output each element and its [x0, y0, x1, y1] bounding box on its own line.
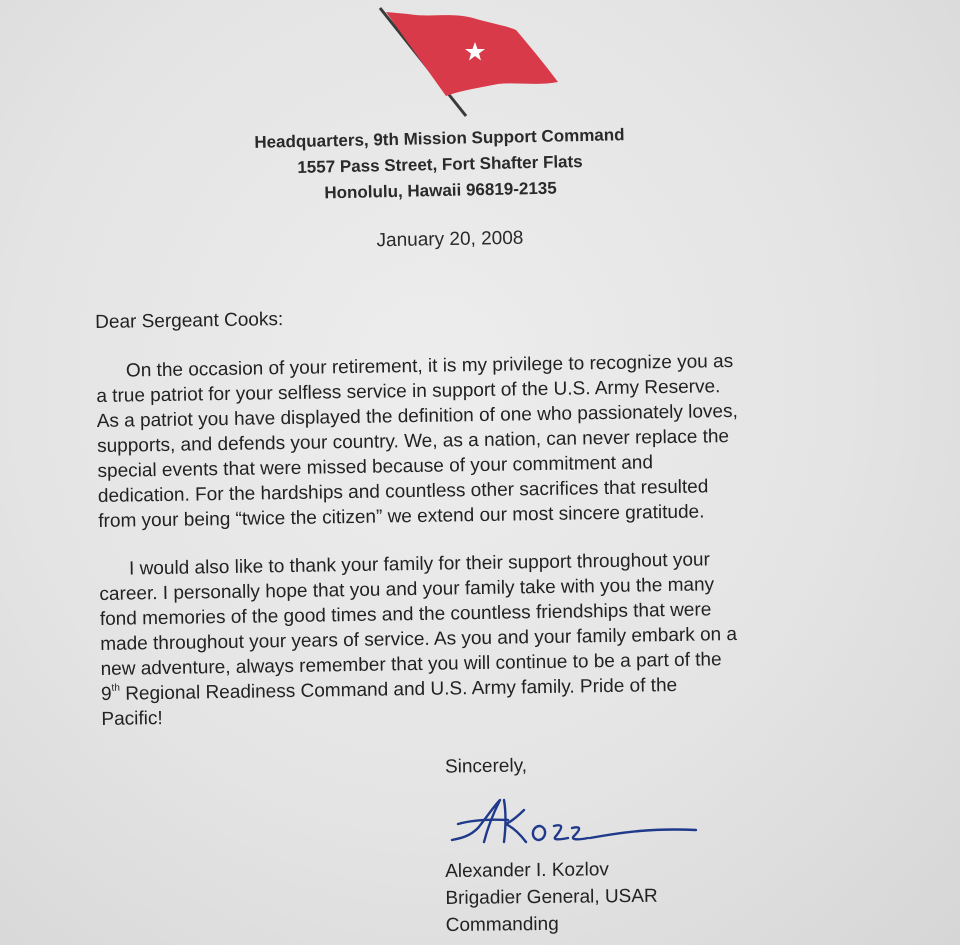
ordinal-number: 9 [100, 683, 112, 705]
paragraph-line: career. I personally hope that you and your family take with you the many [99, 574, 715, 605]
paragraph-line: supports, and defends your country. We, as a nation, can never replace the [96, 426, 730, 457]
paragraph-line: a true patriot for your selfless service in support of the U.S. Army Reserve. [96, 376, 721, 407]
signer-rank: Brigadier General, USAR [445, 885, 658, 909]
general-officer-star-flag-icon [378, 4, 568, 119]
paragraph-line: from your being “twice the citizen” we extend our most sincere gratitude. [98, 501, 705, 532]
ordinal-suffix: th [111, 682, 120, 694]
ordinal-rest: Regional Readiness Command and U.S. Army family. Pride of the [119, 674, 678, 705]
handwritten-signature [448, 792, 708, 862]
letterhead-street: 1557 Pass Street, Fort Shafter Flats [297, 152, 583, 177]
paragraph-2 [99, 545, 862, 732]
letterhead-organization: Headquarters, 9th Mission Support Command [254, 125, 625, 152]
closing: Sincerely, [444, 755, 528, 778]
paragraph-1 [96, 347, 859, 534]
paragraph-line: Pacific! [101, 707, 163, 730]
letter-body [95, 298, 862, 755]
salutation: Dear Sergeant Cooks: [95, 309, 284, 333]
signer-block [445, 856, 658, 939]
paragraph-line: As a patriot you have displayed the definition of one who passionately loves, [96, 400, 738, 432]
paragraph-line: made throughout your years of service. As you and your family embark on a [100, 623, 738, 655]
signer-name: Alexander I. Kozlov [445, 859, 609, 882]
letterhead-city: Honolulu, Hawaii 96819-2135 [324, 178, 557, 203]
paragraph-line: new adventure, always remember that you will continue to be a part of the [100, 649, 722, 680]
letter-date: January 20, 2008 [376, 227, 524, 252]
paragraph-line: special events that were missed because of your commitment and [97, 452, 654, 482]
paragraph-line: I would also like to thank your family for their support throughout your [128, 549, 711, 580]
letterhead [209, 121, 671, 209]
paragraph-line: On the occasion of your retirement, it is my privilege to recognize you as [125, 350, 734, 382]
paragraph-line: fond memories of the good times and the countless friendships that were [99, 599, 712, 630]
signer-role: Commanding [445, 913, 559, 936]
paragraph-line: dedication. For the hardships and countless other sacrifices that resulted [97, 476, 709, 507]
